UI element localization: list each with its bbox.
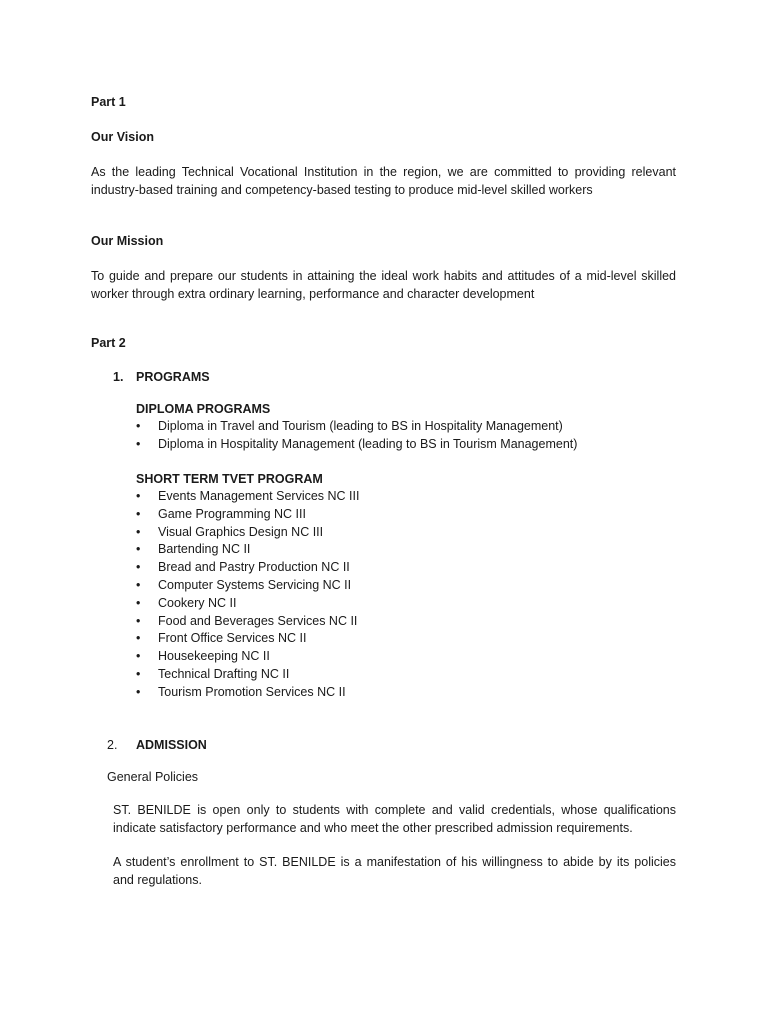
bullet-icon: • (136, 649, 141, 664)
short-term-program-heading: SHORT TERM TVET PROGRAM (136, 472, 323, 486)
programs-title: PROGRAMS (136, 370, 210, 384)
diploma-program-item (136, 436, 577, 454)
short-term-program-item (136, 577, 359, 595)
list-item-text: Diploma in Hospitality Management (leading to BS in Tourism Management) (158, 436, 578, 451)
bullet-icon: • (136, 560, 141, 575)
short-term-program-item (136, 559, 359, 577)
diploma-programs-heading: DIPLOMA PROGRAMS (136, 402, 271, 416)
admission-title: ADMISSION (136, 738, 207, 752)
vision-text: As the leading Technical Vocational Institution in the region, we are committed to providing relevant industry-based training and competency-based testing to produce mid-level skilled workers (91, 165, 676, 197)
list-item-text: Tourism Promotion Services NC II (158, 684, 346, 699)
list-item-text: Diploma in Travel and Tourism (leading to BS in Hospitality Management) (158, 419, 563, 433)
bullet-icon: • (136, 577, 141, 592)
list-item-text: Technical Drafting NC II (158, 666, 290, 681)
short-term-program-item (136, 648, 359, 666)
short-term-program-item (136, 613, 359, 631)
bullet-icon: • (136, 419, 141, 433)
programs-number: 1. (113, 370, 124, 384)
part2-heading: Part 2 (91, 336, 126, 350)
bullet-icon: • (136, 489, 141, 503)
diploma-program-item (136, 418, 577, 436)
list-item-text: Events Management Services NC III (158, 489, 360, 503)
short-term-program-item (136, 684, 359, 702)
short-term-program-item (136, 524, 359, 542)
admission-paragraph-2: A student’s enrollment to ST. BENILDE is a manifestation of his willingness to abide by its policies and regulations. (113, 855, 676, 887)
general-policies-heading: General Policies (107, 770, 199, 784)
admission-number: 2. (107, 738, 118, 752)
admission-paragraph-1: ST. BENILDE is open only to students with complete and valid credentials, whose qualifications indicate satisfactory performance and who meet the other prescribed admission requirements. (113, 803, 676, 835)
mission-heading: Our Mission (91, 234, 164, 248)
list-item-text: Bread and Pastry Production NC II (158, 560, 350, 575)
bullet-icon: • (136, 506, 141, 521)
short-term-program-item (136, 630, 359, 648)
vision-heading: Our Vision (91, 130, 154, 144)
bullet-icon: • (136, 684, 141, 699)
list-item-text: Bartending NC II (158, 542, 251, 557)
bullet-icon: • (136, 542, 141, 557)
short-term-program-item (136, 488, 359, 506)
short-term-program-item (136, 506, 359, 524)
bullet-icon: • (136, 524, 141, 539)
short-term-program-item (136, 666, 359, 684)
bullet-icon: • (136, 631, 141, 646)
list-item-text: Housekeeping NC II (158, 649, 270, 664)
list-item-text: Computer Systems Servicing NC II (158, 577, 352, 592)
short-term-program-item (136, 541, 359, 559)
bullet-icon: • (136, 613, 141, 628)
bullet-icon: • (136, 595, 141, 610)
bullet-icon: • (136, 666, 141, 681)
short-term-program-item (136, 595, 359, 613)
bullet-icon: • (136, 436, 141, 451)
diploma-programs-list (136, 418, 577, 454)
short-term-program-list (136, 488, 359, 702)
mission-text: To guide and prepare our students in attaining the ideal work habits and attitudes of a mid-level skilled worker through extra ordinary learning, performance and character development (91, 269, 676, 301)
part1-heading: Part 1 (91, 95, 126, 109)
list-item-text: Food and Beverages Services NC II (158, 613, 358, 628)
list-item-text: Visual Graphics Design NC III (158, 524, 324, 539)
list-item-text: Front Office Services NC II (158, 631, 307, 646)
list-item-text: Cookery NC II (158, 595, 237, 610)
list-item-text: Game Programming NC III (158, 506, 306, 521)
